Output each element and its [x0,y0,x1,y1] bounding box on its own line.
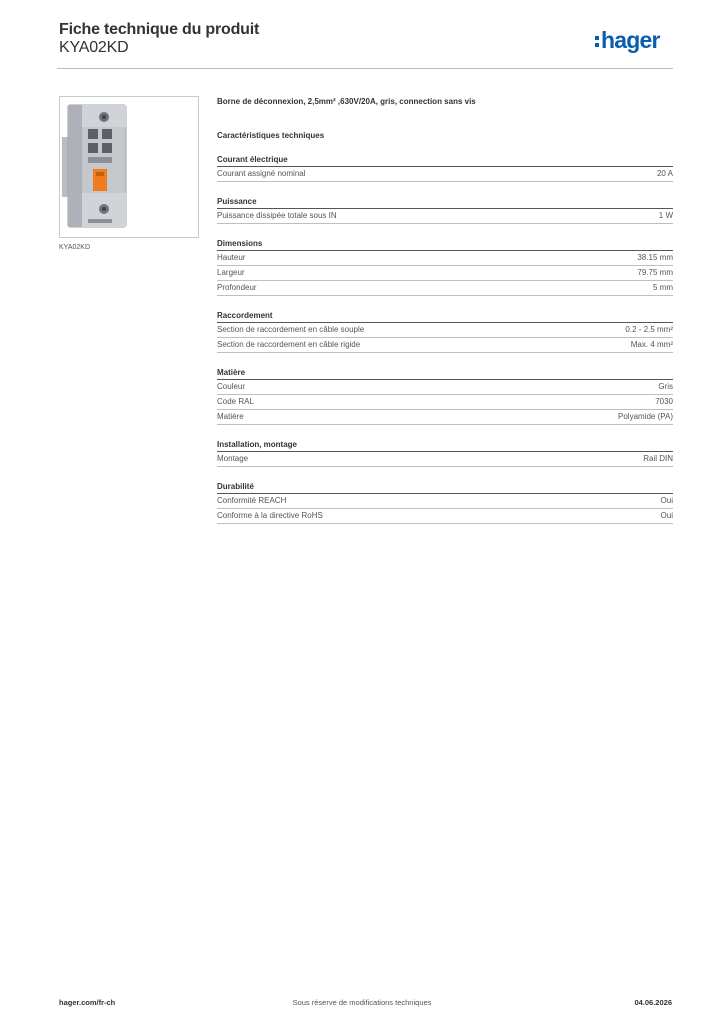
hager-logo[interactable] [595,28,660,52]
spec-row [217,494,673,509]
spec-row [217,266,673,281]
spec-value: Oui [660,511,673,520]
spec-label: Profondeur [217,283,257,292]
spec-label: Conforme à la directive RoHS [217,511,323,520]
spec-row [217,167,673,182]
spec-value: Oui [660,496,673,505]
spec-row [217,338,673,353]
page-title: Fiche technique du produit [59,21,260,38]
terminal-block-illustration [60,97,198,237]
spec-section [217,154,673,182]
logo-text: hager [601,27,660,53]
image-caption: KYA02KD [59,244,90,251]
footer-date: 04.06.2026 [634,998,672,1007]
header-divider [57,68,673,69]
spec-label: Code RAL [217,397,254,406]
section-title: Puissance [217,196,673,209]
spec-value: Polyamide (PA) [618,412,673,421]
section-title: Courant électrique [217,154,673,167]
logo-dots-icon [595,36,599,47]
spec-value: 0.2 - 2.5 mm² [625,325,673,334]
spec-value: Rail DIN [643,454,673,463]
spec-row [217,380,673,395]
spec-section [217,238,673,296]
spec-label: Conformité REACH [217,496,287,505]
product-image [59,96,199,238]
footer-website-link[interactable]: hager.com/fr-ch [59,998,116,1007]
spec-label: Courant assigné nominal [217,169,306,178]
section-title: Matière [217,367,673,380]
spec-row [217,395,673,410]
characteristics-title: Caractéristiques techniques [217,131,325,140]
spec-label: Section de raccordement en câble souple [217,325,365,334]
spec-row [217,209,673,224]
spec-label: Couleur [217,382,246,391]
section-title: Raccordement [217,310,673,323]
spec-label: Section de raccordement en câble rigide [217,340,361,349]
spec-value: 7030 [655,397,673,406]
product-reference: KYA02KD [59,39,129,56]
spec-row [217,452,673,467]
spec-label: Largeur [217,268,245,277]
product-description: Borne de déconnexion, 2,5mm² ,630V/20A, gris, connection sans vis [217,97,476,106]
spec-value: Max. 4 mm² [630,340,673,349]
spec-sections [217,154,673,524]
spec-label: Montage [217,454,249,463]
spec-row [217,251,673,266]
spec-section [217,439,673,467]
spec-value: 5 mm [653,283,673,292]
spec-row [217,281,673,296]
spec-row [217,323,673,338]
spec-section [217,367,673,425]
spec-value: 79.75 mm [637,268,673,277]
spec-section [217,481,673,524]
spec-row [217,410,673,425]
spec-value: 1 W [658,211,673,220]
spec-label: Hauteur [217,253,246,262]
section-title: Durabilité [217,481,673,494]
spec-label: Puissance dissipée totale sous IN [217,211,337,220]
spec-label: Matière [217,412,244,421]
spec-value: Gris [658,382,673,391]
footer-notice: Sous réserve de modifications techniques [292,998,432,1007]
specifications [217,96,673,524]
spec-row [217,509,673,524]
section-title: Installation, montage [217,439,673,452]
spec-section [217,310,673,353]
spec-section [217,196,673,224]
spec-value: 38.15 mm [637,253,673,262]
spec-value: 20 A [656,169,673,178]
section-title: Dimensions [217,238,673,251]
